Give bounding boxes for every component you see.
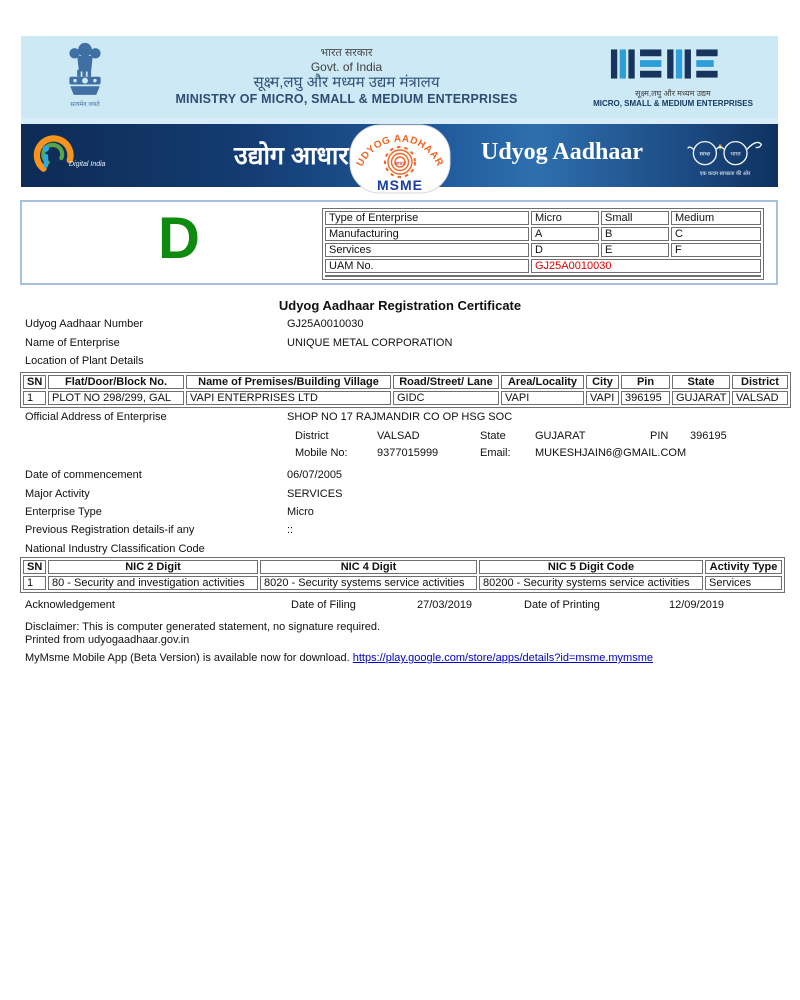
pin-value: 396195 <box>690 430 727 442</box>
app-download-link[interactable]: https://play.google.com/store/apps/details?id=msme.mymsme <box>352 652 654 664</box>
cell: F <box>671 243 761 257</box>
table-header-row <box>23 560 782 574</box>
cell: D <box>531 243 599 257</box>
cell: VAPI ENTERPRISES LTD <box>186 391 391 405</box>
cell: C <box>671 227 761 241</box>
cell: A <box>531 227 599 241</box>
address-contact-row <box>295 447 686 459</box>
column-header: City <box>586 375 619 389</box>
field-value: :: <box>287 524 294 536</box>
cell: Medium <box>671 211 761 225</box>
swachh-bharat-logo <box>686 133 764 184</box>
column-header: State <box>672 375 730 389</box>
field-row <box>25 488 785 500</box>
mobile-label: Mobile No: <box>295 447 348 459</box>
msme-logo-english-text: MICRO, SMALL & MEDIUM ENTERPRISES <box>593 98 753 108</box>
column-header: Name of Premises/Building Village <box>186 375 391 389</box>
mobile-value: 9377015999 <box>377 447 439 459</box>
column-header: NIC 2 Digit <box>48 560 258 574</box>
cell: 80 - Security and investigation activities <box>48 576 258 590</box>
msme-logo <box>578 47 768 108</box>
cell: E <box>601 243 669 257</box>
ministry-english-text: MINISTRY OF MICRO, SMALL & MEDIUM ENTERPRISES <box>175 92 518 107</box>
table-row <box>325 259 761 273</box>
govt-english-text: Govt. of India <box>310 60 383 75</box>
uam-number: GJ25A0010030 <box>531 259 761 273</box>
enterprise-type-box <box>20 200 778 285</box>
column-header: Activity Type <box>705 560 782 574</box>
plant-details-table <box>20 372 791 408</box>
table-row <box>325 211 761 225</box>
address-district-row <box>295 430 727 442</box>
cell: VAPI <box>586 391 619 405</box>
date-of-printing-value: 12/09/2019 <box>669 599 725 611</box>
ministry-hindi-text: सूक्ष्म,लघु और मध्यम उद्यम मंत्रालय <box>253 74 440 92</box>
cell: B <box>601 227 669 241</box>
disclaimer-text: Disclaimer: This is computer generated statement, no signature required. <box>25 621 381 633</box>
column-header: Flat/Door/Block No. <box>48 375 184 389</box>
column-header: SN <box>23 560 46 574</box>
column-header: Pin <box>621 375 670 389</box>
field-value: GJ25A0010030 <box>287 318 364 330</box>
banner-hindi-title: उद्योग आधार <box>234 142 349 170</box>
msme-bars-icon <box>609 47 737 81</box>
cell: Manufacturing <box>325 227 529 241</box>
printed-from-text: Printed from udyogaadhaar.gov.in <box>25 634 190 646</box>
ashoka-emblem-icon <box>59 40 111 110</box>
enterprise-type-table <box>322 208 764 280</box>
field-label: Previous Registration details-if any <box>25 524 195 536</box>
district-label: District <box>295 430 329 442</box>
field-label: National Industry Classification Code <box>25 543 205 555</box>
cell: VAPI <box>501 391 584 405</box>
district-value: VALSAD <box>377 430 420 442</box>
field-row <box>25 524 785 536</box>
app-download-text: MyMsme Mobile App (Beta Version) is available now for download. <box>25 652 350 664</box>
field-value: SERVICES <box>287 488 343 500</box>
field-value: 06/07/2005 <box>287 469 343 481</box>
udyog-aadhaar-msme-badge <box>347 124 453 196</box>
uam-label: UAM No. <box>325 259 529 273</box>
field-row <box>25 337 785 349</box>
cell: GIDC <box>393 391 499 405</box>
field-row <box>25 318 785 330</box>
column-header: NIC 5 Digit Code <box>479 560 703 574</box>
field-value: Micro <box>287 506 314 518</box>
swachh-bharat-glasses-icon <box>686 133 764 179</box>
column-header: SN <box>23 375 46 389</box>
date-of-filing-value: 27/03/2019 <box>417 599 473 611</box>
acknowledgement-row <box>25 599 785 611</box>
field-value: UNIQUE METAL CORPORATION <box>287 337 453 349</box>
column-header: Area/Locality <box>501 375 584 389</box>
state-label: State <box>480 430 506 442</box>
swachh-tagline-text: एक कदम स्वच्छता की ओर <box>699 171 751 178</box>
cell: 396195 <box>621 391 670 405</box>
enterprise-category-letter: D <box>158 206 200 271</box>
field-label: Location of Plant Details <box>25 355 144 367</box>
app-download-line <box>25 652 653 664</box>
email-label: Email: <box>480 447 511 459</box>
digital-india-logo <box>33 134 106 176</box>
email-value: MUKESHJAIN6@GMAIL.COM <box>535 447 687 459</box>
badge-center-text: आधार <box>393 161 406 167</box>
field-row <box>25 543 785 555</box>
header-band <box>21 36 778 118</box>
table-row <box>325 227 761 241</box>
field-label: Major Activity <box>25 488 90 500</box>
badge-msme-text: MSME <box>376 177 423 193</box>
column-header: District <box>732 375 788 389</box>
field-label: Date of commencement <box>25 469 142 481</box>
emblem-of-india <box>55 40 115 115</box>
field-label: Name of Enterprise <box>25 337 120 349</box>
banner-english-title: Udyog Aadhaar <box>481 139 644 165</box>
column-header: Road/Street/ Lane <box>393 375 499 389</box>
cell: GUJARAT <box>672 391 730 405</box>
field-row <box>25 469 785 481</box>
cell: Small <box>601 211 669 225</box>
field-row <box>25 506 785 518</box>
cell: Micro <box>531 211 599 225</box>
cell: Type of Enterprise <box>325 211 529 225</box>
udyog-aadhaar-banner <box>21 124 778 193</box>
table-row <box>325 275 761 277</box>
address-line: SHOP NO 17 RAJMANDIR CO OP HSG SOC <box>287 411 513 423</box>
pin-label: PIN <box>650 430 669 442</box>
cell: 8020 - Security systems service activities <box>260 576 477 590</box>
digital-india-label: Digital India <box>69 161 106 168</box>
digital-india-icon <box>33 134 75 176</box>
cell: VALSAD <box>732 391 788 405</box>
cell: 1 <box>23 391 46 405</box>
govt-hindi-text: भारत सरकार <box>320 47 373 60</box>
page-title: Udyog Aadhaar Registration Certificate <box>278 298 522 313</box>
state-value: GUJARAT <box>535 430 586 442</box>
msme-logo-hindi-text: सूक्ष्म,लघु और मध्यम उद्यम <box>635 88 711 98</box>
cell: Services <box>325 243 529 257</box>
swachh-lens1-text: स्वच्छ <box>699 151 711 158</box>
table-row <box>23 576 782 590</box>
nic-code-table <box>20 557 785 593</box>
cell <box>325 275 761 277</box>
field-label: Official Address of Enterprise <box>25 411 167 423</box>
table-row <box>325 243 761 257</box>
badge-arc-text: UDYOG AADHAAR <box>354 133 445 169</box>
acknowledgement-label: Acknowledgement <box>25 599 115 611</box>
table-row <box>23 391 788 405</box>
date-of-printing-label: Date of Printing <box>524 599 600 611</box>
date-of-filing-label: Date of Filing <box>291 599 356 611</box>
swachh-lens2-text: भारत <box>730 151 741 158</box>
field-label: Udyog Aadhaar Number <box>25 318 144 330</box>
emblem-motto: सत्यमेव जयते <box>70 101 100 108</box>
header-titles <box>115 47 578 107</box>
official-address-row <box>25 411 785 423</box>
cell: 1 <box>23 576 46 590</box>
field-row <box>25 355 785 367</box>
table-header-row <box>23 375 788 389</box>
column-header: NIC 4 Digit <box>260 560 477 574</box>
cell: Services <box>705 576 782 590</box>
field-label: Enterprise Type <box>25 506 102 518</box>
cell: 80200 - Security systems service activities <box>479 576 703 590</box>
cell: PLOT NO 298/299, GAL <box>48 391 184 405</box>
